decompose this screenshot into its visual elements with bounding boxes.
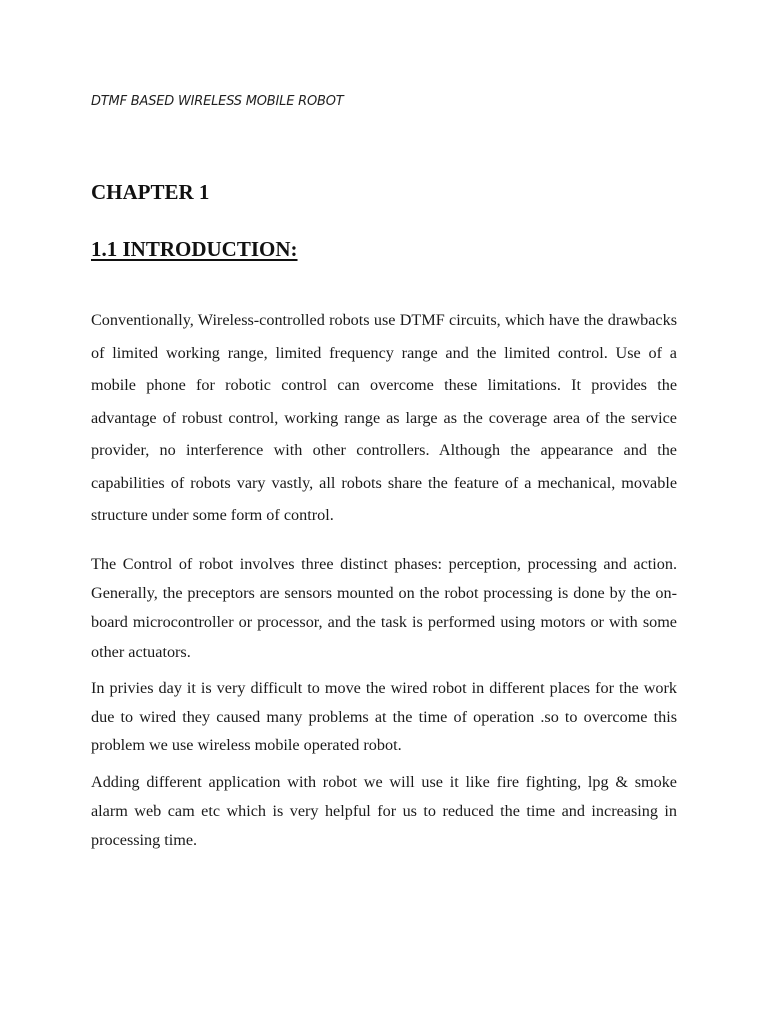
chapter-title: CHAPTER 1 [91, 180, 210, 204]
paragraph-wired-problem: In privies day it is very difficult to move the wired robot in different places for the work due to wired they caused many problems at the time of operation .so to overcome this problem we use wireless mobile operated robot. [91, 679, 677, 754]
running-header: DTMF BASED WIRELESS MOBILE ROBOT [91, 94, 344, 109]
section-title: 1.1 INTRODUCTION: [91, 237, 298, 261]
paragraph-control-phases: The Control of robot involves three distinct phases: perception, processing and action. Generally, the preceptors are sensors mounted on the robot processing is done by the on- board microcontroller or processor, and the task is performed using motors or with some other actuators. [91, 555, 677, 661]
paragraph-applications: Adding different application with robot we will use it like fire fighting, lpg & smoke alarm web cam etc which is very helpful for us to reduced the time and increasing in processing time. [91, 773, 677, 849]
paragraph-intro: Conventionally, Wireless-controlled robots use DTMF circuits, which have the drawbacks of limited working range, limited frequency range and the limited control. Use of a mobile phone for robotic control can overcome these limitations. It provides the advantage of robust control, working range as large as the coverage area of the service provider, no interference with other controllers. Although the appearance and the capabilities of robots vary vastly, all robots share the feature of a mechanical, movable structure under some form of control. [91, 311, 677, 524]
